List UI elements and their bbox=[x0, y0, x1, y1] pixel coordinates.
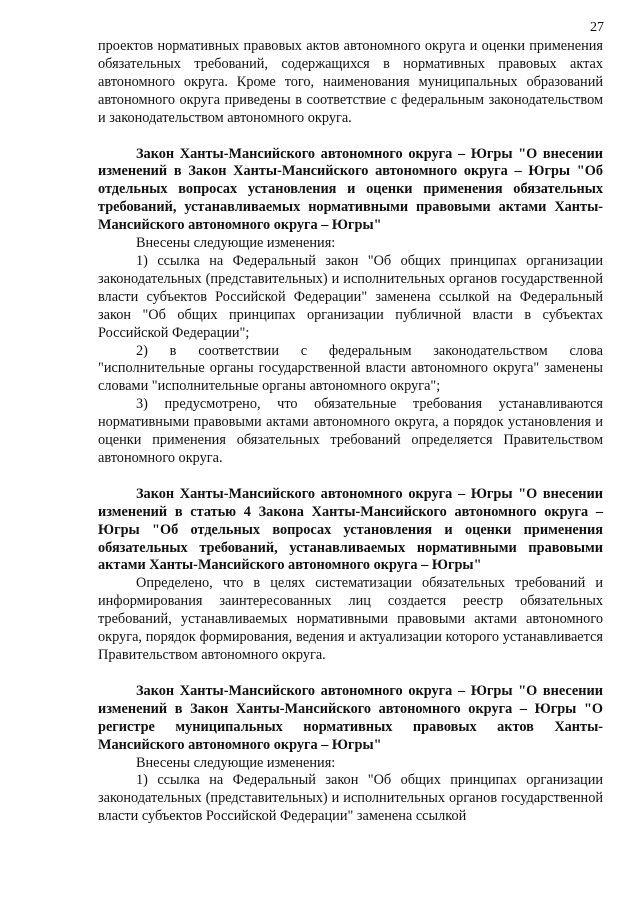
section-heading: Закон Ханты-Мансийского автономного округа – Югры "О внесении изменений в Закон Ханты-Мансийского автономного округа – Югры "О регистре муниципальных нормативных правовых актов Ханты-Мансийского автономного округа – Югры" bbox=[98, 682, 603, 753]
section-1 bbox=[98, 146, 603, 468]
paragraph: 2) в соответствии с федеральным законодательством слова "исполнительные органы государственной власти автономного округа" заменены словами "исполнительные органы автономного округа"; bbox=[98, 342, 603, 395]
paragraph: 1) ссылка на Федеральный закон "Об общих принципах организации законодательных (представительных) и исполнительных органов государственной власти субъектов Российской Федерации" заменена ссылкой bbox=[98, 772, 603, 825]
paragraph: 3) предусмотрено, что обязательные требования устанавливаются нормативными правовыми актами автономного округа, а порядок установления и оценки применения обязательных требований определяется Правительством автономного округа. bbox=[98, 396, 603, 466]
paragraph: 1) ссылка на Федеральный закон "Об общих принципах организации законодательных (представительных) и исполнительных органов государственной власти субъектов Российской Федерации" заменена ссылкой на Федеральный закон "Об общих принципах организации публичной власти в субъектах Российской Федерации"; bbox=[98, 252, 603, 341]
paragraph: Определено, что в целях систематизации обязательных требований и информирования заинтересованных лиц создается реестр обязательных требований, устанавливаемых нормативными правовыми актами автономного округа, порядок формирования, ведения и актуализации которого устанавливается Правительством автономного округа. bbox=[98, 575, 603, 663]
document-body bbox=[98, 38, 603, 826]
section-heading: Закон Ханты-Мансийского автономного округа – Югры "О внесении изменений в статью 4 Закона Ханты-Мансийского автономного округа – Югры "Об отдельных вопросах установления и оценки применения обязательных требований, устанавливаемых нормативными правовыми актами Ханты-Мансийского автономного округа – Югры" bbox=[98, 485, 603, 574]
paragraph: Внесены следующие изменения: bbox=[136, 235, 336, 252]
paragraph: Внесены следующие изменения: bbox=[136, 754, 336, 771]
section-3 bbox=[98, 683, 603, 826]
intro-paragraph: проектов нормативных правовых актов автономного округа и оценки применения обязательных требований, содержащихся в нормативных правовых актах автономного округа. Кроме того, наименования муниципальных образований автономного округа приведены в соответствие с федеральным законодательством и законодательством автономного округа. bbox=[98, 38, 603, 126]
page-number: 27 bbox=[590, 20, 604, 35]
section-heading: Закон Ханты-Мансийского автономного округа – Югры "О внесении изменений в Закон Ханты-Мансийского автономного округа – Югры "Об отдельных вопросах установления и оценки применения обязательных требований, устанавливаемых нормативными правовыми актами Ханты-Мансийского автономного округа – Югры" bbox=[98, 145, 603, 234]
section-2 bbox=[98, 486, 603, 665]
